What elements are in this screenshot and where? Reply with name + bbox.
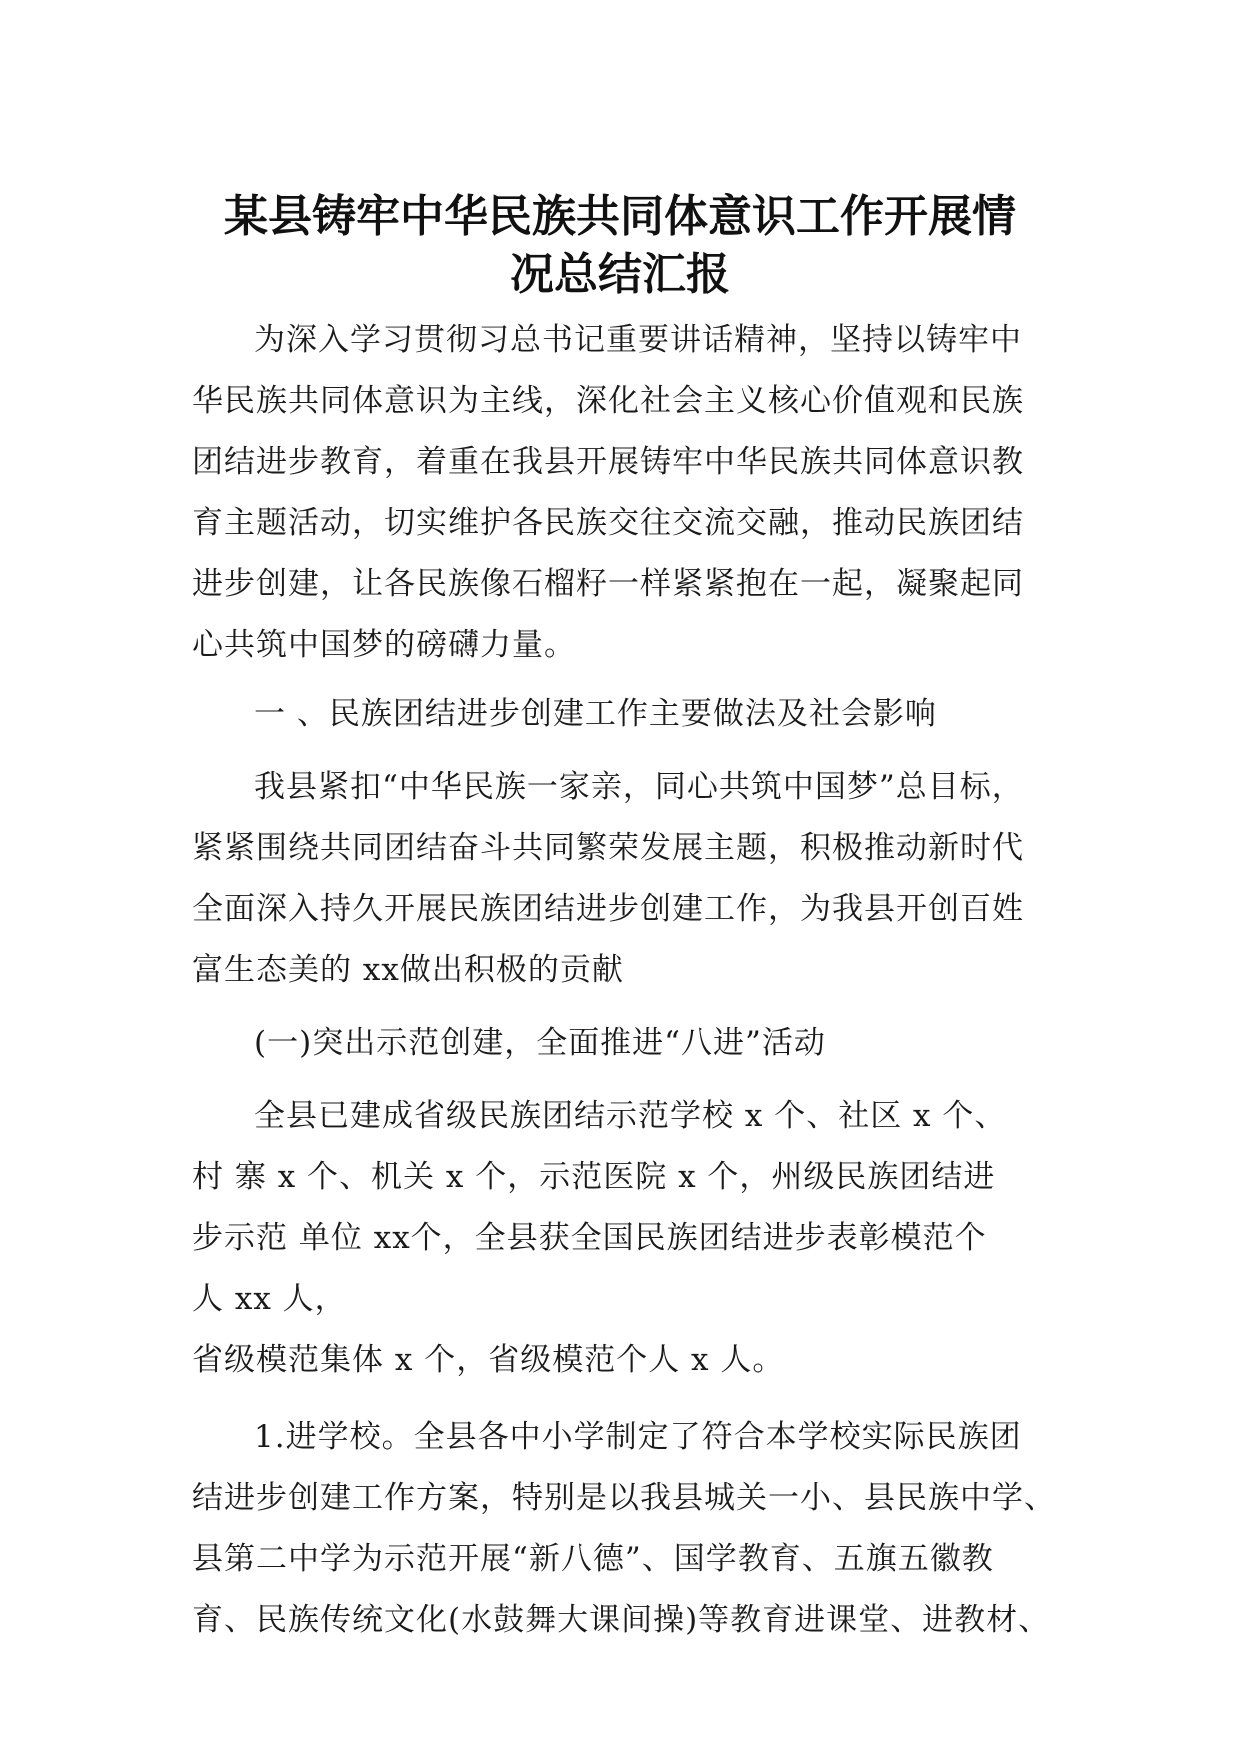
document-body: [192, 310, 1056, 1651]
list-item-paragraph: [192, 1407, 1056, 1651]
text-line: 我县紧扣“中华民族一家亲，同心共筑中国梦”总目标，: [254, 769, 1024, 805]
subsection-paragraph: [192, 1086, 1052, 1391]
section-paragraph: [192, 757, 1052, 1001]
text-line: 为深入学习贯彻习总书记重要讲话精神，坚持以铸牢中: [254, 322, 1022, 358]
subsection-heading: [192, 1013, 1052, 1074]
text-line: 富生态美的 xx做出积极的贡献: [192, 952, 624, 988]
text-line: 心共筑中国梦的磅礴力量。: [192, 627, 576, 663]
text-line: 村 寨 x 个、机关 x 个，示范医院 x 个，州级民族团结进: [192, 1159, 996, 1195]
section-heading: [192, 684, 1052, 745]
text-line: 人 xx 人，: [192, 1281, 347, 1317]
title-line: 况总结汇报: [510, 249, 730, 300]
text-line: 华民族共同体意识为主线，深化社会主义核心价值观和民族: [192, 383, 1024, 419]
text-line: 全县已建成省级民族团结示范学校 x 个、社区 x 个、: [254, 1098, 1007, 1134]
text-line: 步示范 单位 xx个，全县获全国民族团结进步表彰模范个: [192, 1220, 987, 1256]
text-line: 县第二中学为示范开展“新八德”、国学教育、五旗五徽教: [192, 1541, 994, 1577]
title-line: 某县铸牢中华民族共同体意识工作开展情: [224, 191, 1016, 242]
text-line: 一 、民族团结进步创建工作主要做法及社会影响: [254, 696, 937, 732]
text-line: 团结进步教育，着重在我县开展铸牢中华民族共同体意识教: [192, 444, 1024, 480]
text-line: (一)突出示范创建，全面推进“八进”活动: [254, 1025, 826, 1061]
text-line: 进步创建，让各民族像石榴籽一样紧紧抱在一起，凝聚起同: [192, 566, 1024, 602]
text-line: 育主题活动，切实维护各民族交往交流交融，推动民族团结: [192, 505, 1024, 541]
text-line: 结进步创建工作方案，特别是以我县城关一小、县民族中学、: [192, 1480, 1056, 1516]
document-title: [160, 188, 1080, 304]
text-line: 1.进学校。全县各中小学制定了符合本学校实际民族团: [254, 1419, 1022, 1455]
text-line: 全面深入持久开展民族团结进步创建工作，为我县开创百姓: [192, 891, 1024, 927]
intro-paragraph: [192, 310, 1052, 676]
text-line: 紧紧围绕共同团结奋斗共同繁荣发展主题，积极推动新时代: [192, 830, 1024, 866]
text-line: 育、民族传统文化(水鼓舞大课间操)等教育进课堂、进教材、: [192, 1602, 1051, 1638]
text-line: 省级模范集体 x 个，省级模范个人 x 人。: [192, 1342, 785, 1378]
